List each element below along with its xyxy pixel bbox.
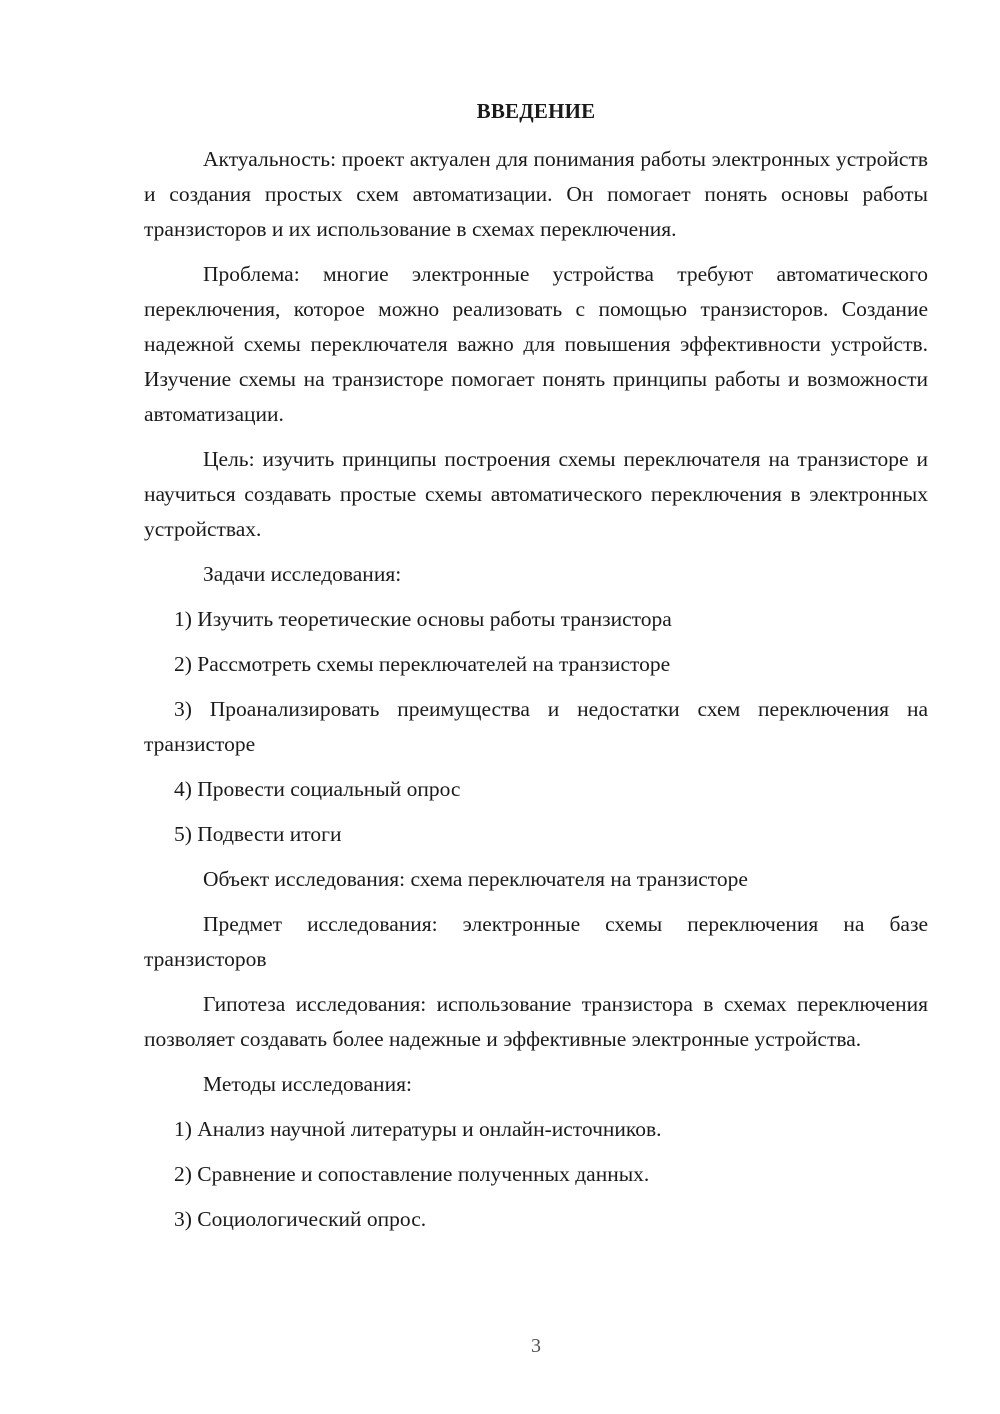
task-item-3: 3) Проанализировать преимущества и недостатки схем переключения на транзисторе <box>144 697 928 756</box>
research-subject: Предмет исследования: электронные схемы переключения на базе транзисторов <box>144 912 928 971</box>
task-item-5: 5) Подвести итоги <box>174 822 342 846</box>
document-body <box>144 142 928 1247</box>
page-title: ВВЕДЕНИЕ <box>476 99 596 123</box>
methods-heading: Методы исследования: <box>203 1072 412 1096</box>
research-object: Объект исследования: схема переключателя на транзисторе <box>203 867 748 891</box>
method-item-1: 1) Анализ научной литературы и онлайн-источников. <box>174 1117 662 1141</box>
relevance-paragraph: Актуальность: проект актуален для понимания работы электронных устройств и создания простых схем автоматизации. Он помогает понять основы работы транзисторов и их использование в схемах переключения. <box>144 147 928 241</box>
task-item-2: 2) Рассмотреть схемы переключателей на транзисторе <box>174 652 671 676</box>
method-item-3: 3) Социологический опрос. <box>174 1207 427 1231</box>
tasks-heading: Задачи исследования: <box>203 562 402 586</box>
goal-paragraph: Цель: изучить принципы построения схемы переключателя на транзисторе и научиться создавать простые схемы автоматического переключения в электронных устройствах. <box>144 447 928 541</box>
page-number: 3 <box>531 1335 541 1357</box>
task-item-4: 4) Провести социальный опрос <box>174 777 461 801</box>
task-item-1: 1) Изучить теоретические основы работы транзистора <box>174 607 672 631</box>
method-item-2: 2) Сравнение и сопоставление полученных данных. <box>174 1162 650 1186</box>
problem-paragraph: Проблема: многие электронные устройства требуют автоматического переключения, которое можно реализовать с помощью транзисторов. Создание надежной схемы переключателя важно для повышения эффективности устройств. Изучение схемы на транзисторе помогает понять принципы работы и возможности автоматизации. <box>144 262 928 426</box>
research-hypothesis: Гипотеза исследования: использование транзистора в схемах переключения позволяет создавать более надежные и эффективные электронные устройства. <box>144 992 928 1051</box>
